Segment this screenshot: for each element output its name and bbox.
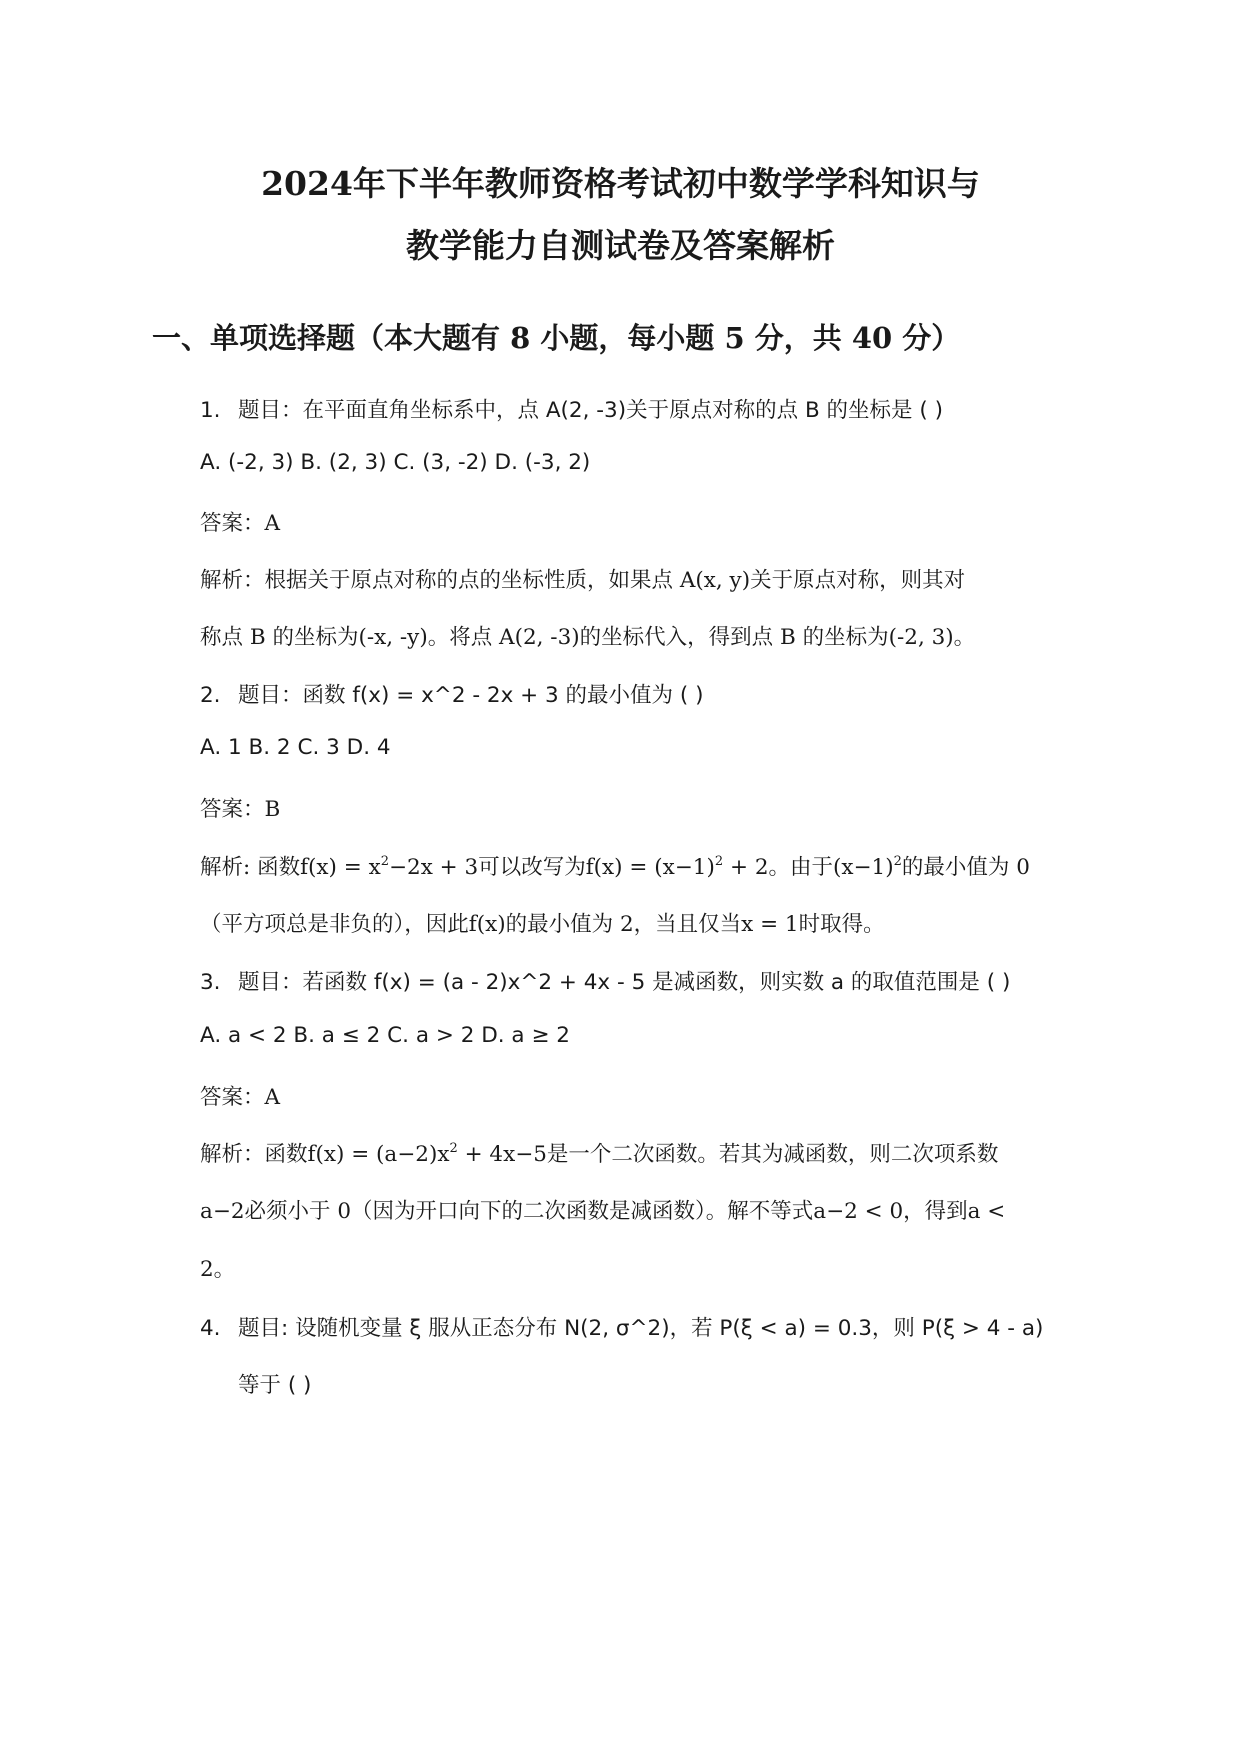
question-3-answer: 答案：A	[200, 1085, 281, 1110]
question-3-options: A. a < 2 B. a ≤ 2 C. a > 2 D. a ≥ 2	[200, 1023, 570, 1048]
question-number: 4.	[200, 1316, 221, 1341]
question-3-explanation-line-3: 2。	[200, 1257, 236, 1282]
explanation-text: 解析: 函数f(x) = x	[200, 855, 381, 880]
explanation-text: + 4x−5是一个二次函数。若其为减函数，则二次项系数	[457, 1142, 999, 1167]
document-title-line-2: 教学能力自测试卷及答案解析	[406, 226, 835, 265]
question-text: 题目：若函数 f(x) = (a - 2)x^2 + 4x - 5 是减函数，则实数 a 的取值范围是 ( )	[238, 970, 1011, 995]
question-1-explanation-line-2: 称点 B 的坐标为(-x, -y)。将点 A(2, -3)的坐标代入，得到点 B 的坐标为(-2, 3)。	[200, 625, 976, 650]
question-text: 题目: 设随机变量 ξ 服从正态分布 N(2, σ^2)，若 P(ξ < a) = 0.3，则 P(ξ > 4 - a)	[238, 1316, 1044, 1341]
question-number: 2.	[200, 683, 221, 708]
question-3-stem	[200, 965, 1010, 996]
superscript: 2	[380, 854, 390, 869]
question-4-stem	[200, 1311, 1043, 1342]
question-1-options: A. (-2, 3) B. (2, 3) C. (3, -2) D. (-3, 2)	[200, 450, 591, 475]
question-1-stem	[200, 393, 943, 424]
question-3-explanation-line-2: a−2必须小于 0（因为开口向下的二次函数是减函数）。解不等式a−2 < 0，得到a <	[200, 1199, 1006, 1224]
question-2-explanation-line-2: （平方项总是非负的），因此f(x)的最小值为 2，当且仅当x = 1时取得。	[200, 912, 885, 937]
question-3-explanation-line-1	[200, 1137, 998, 1168]
document-title-line-1: 2024年下半年教师资格考试初中数学学科知识与	[261, 164, 980, 203]
question-2-explanation-line-1	[200, 850, 1030, 881]
section-heading: 一、单项选择题（本大题有 8 小题，每小题 5 分，共 40 分）	[152, 321, 961, 355]
superscript: 2	[449, 1141, 458, 1156]
superscript: 2	[714, 854, 724, 869]
explanation-text: + 2。由于(x−1)	[723, 855, 894, 880]
question-4-stem-continued: 等于 ( )	[238, 1373, 312, 1398]
explanation-text: 解析：函数f(x) = (a−2)x	[200, 1142, 450, 1167]
question-2-options: A. 1 B. 2 C. 3 D. 4	[200, 735, 391, 760]
explanation-text: −2x + 3可以改写为f(x) = (x−1)	[389, 855, 715, 880]
question-text: 题目：函数 f(x) = x^2 - 2x + 3 的最小值为 ( )	[238, 683, 704, 708]
question-text: 题目：在平面直角坐标系中，点 A(2, -3)关于原点对称的点 B 的坐标是 ( )	[238, 398, 943, 423]
question-1-explanation-line-1: 解析：根据关于原点对称的点的坐标性质，如果点 A(x, y)关于原点对称，则其对	[200, 568, 966, 593]
question-2-stem	[200, 678, 703, 709]
question-number: 1.	[200, 398, 221, 423]
question-2-answer: 答案：B	[200, 797, 281, 822]
question-number: 3.	[200, 970, 221, 995]
question-1-answer: 答案：A	[200, 511, 281, 536]
superscript: 2	[893, 854, 902, 869]
explanation-text: 的最小值为 0	[901, 855, 1030, 880]
